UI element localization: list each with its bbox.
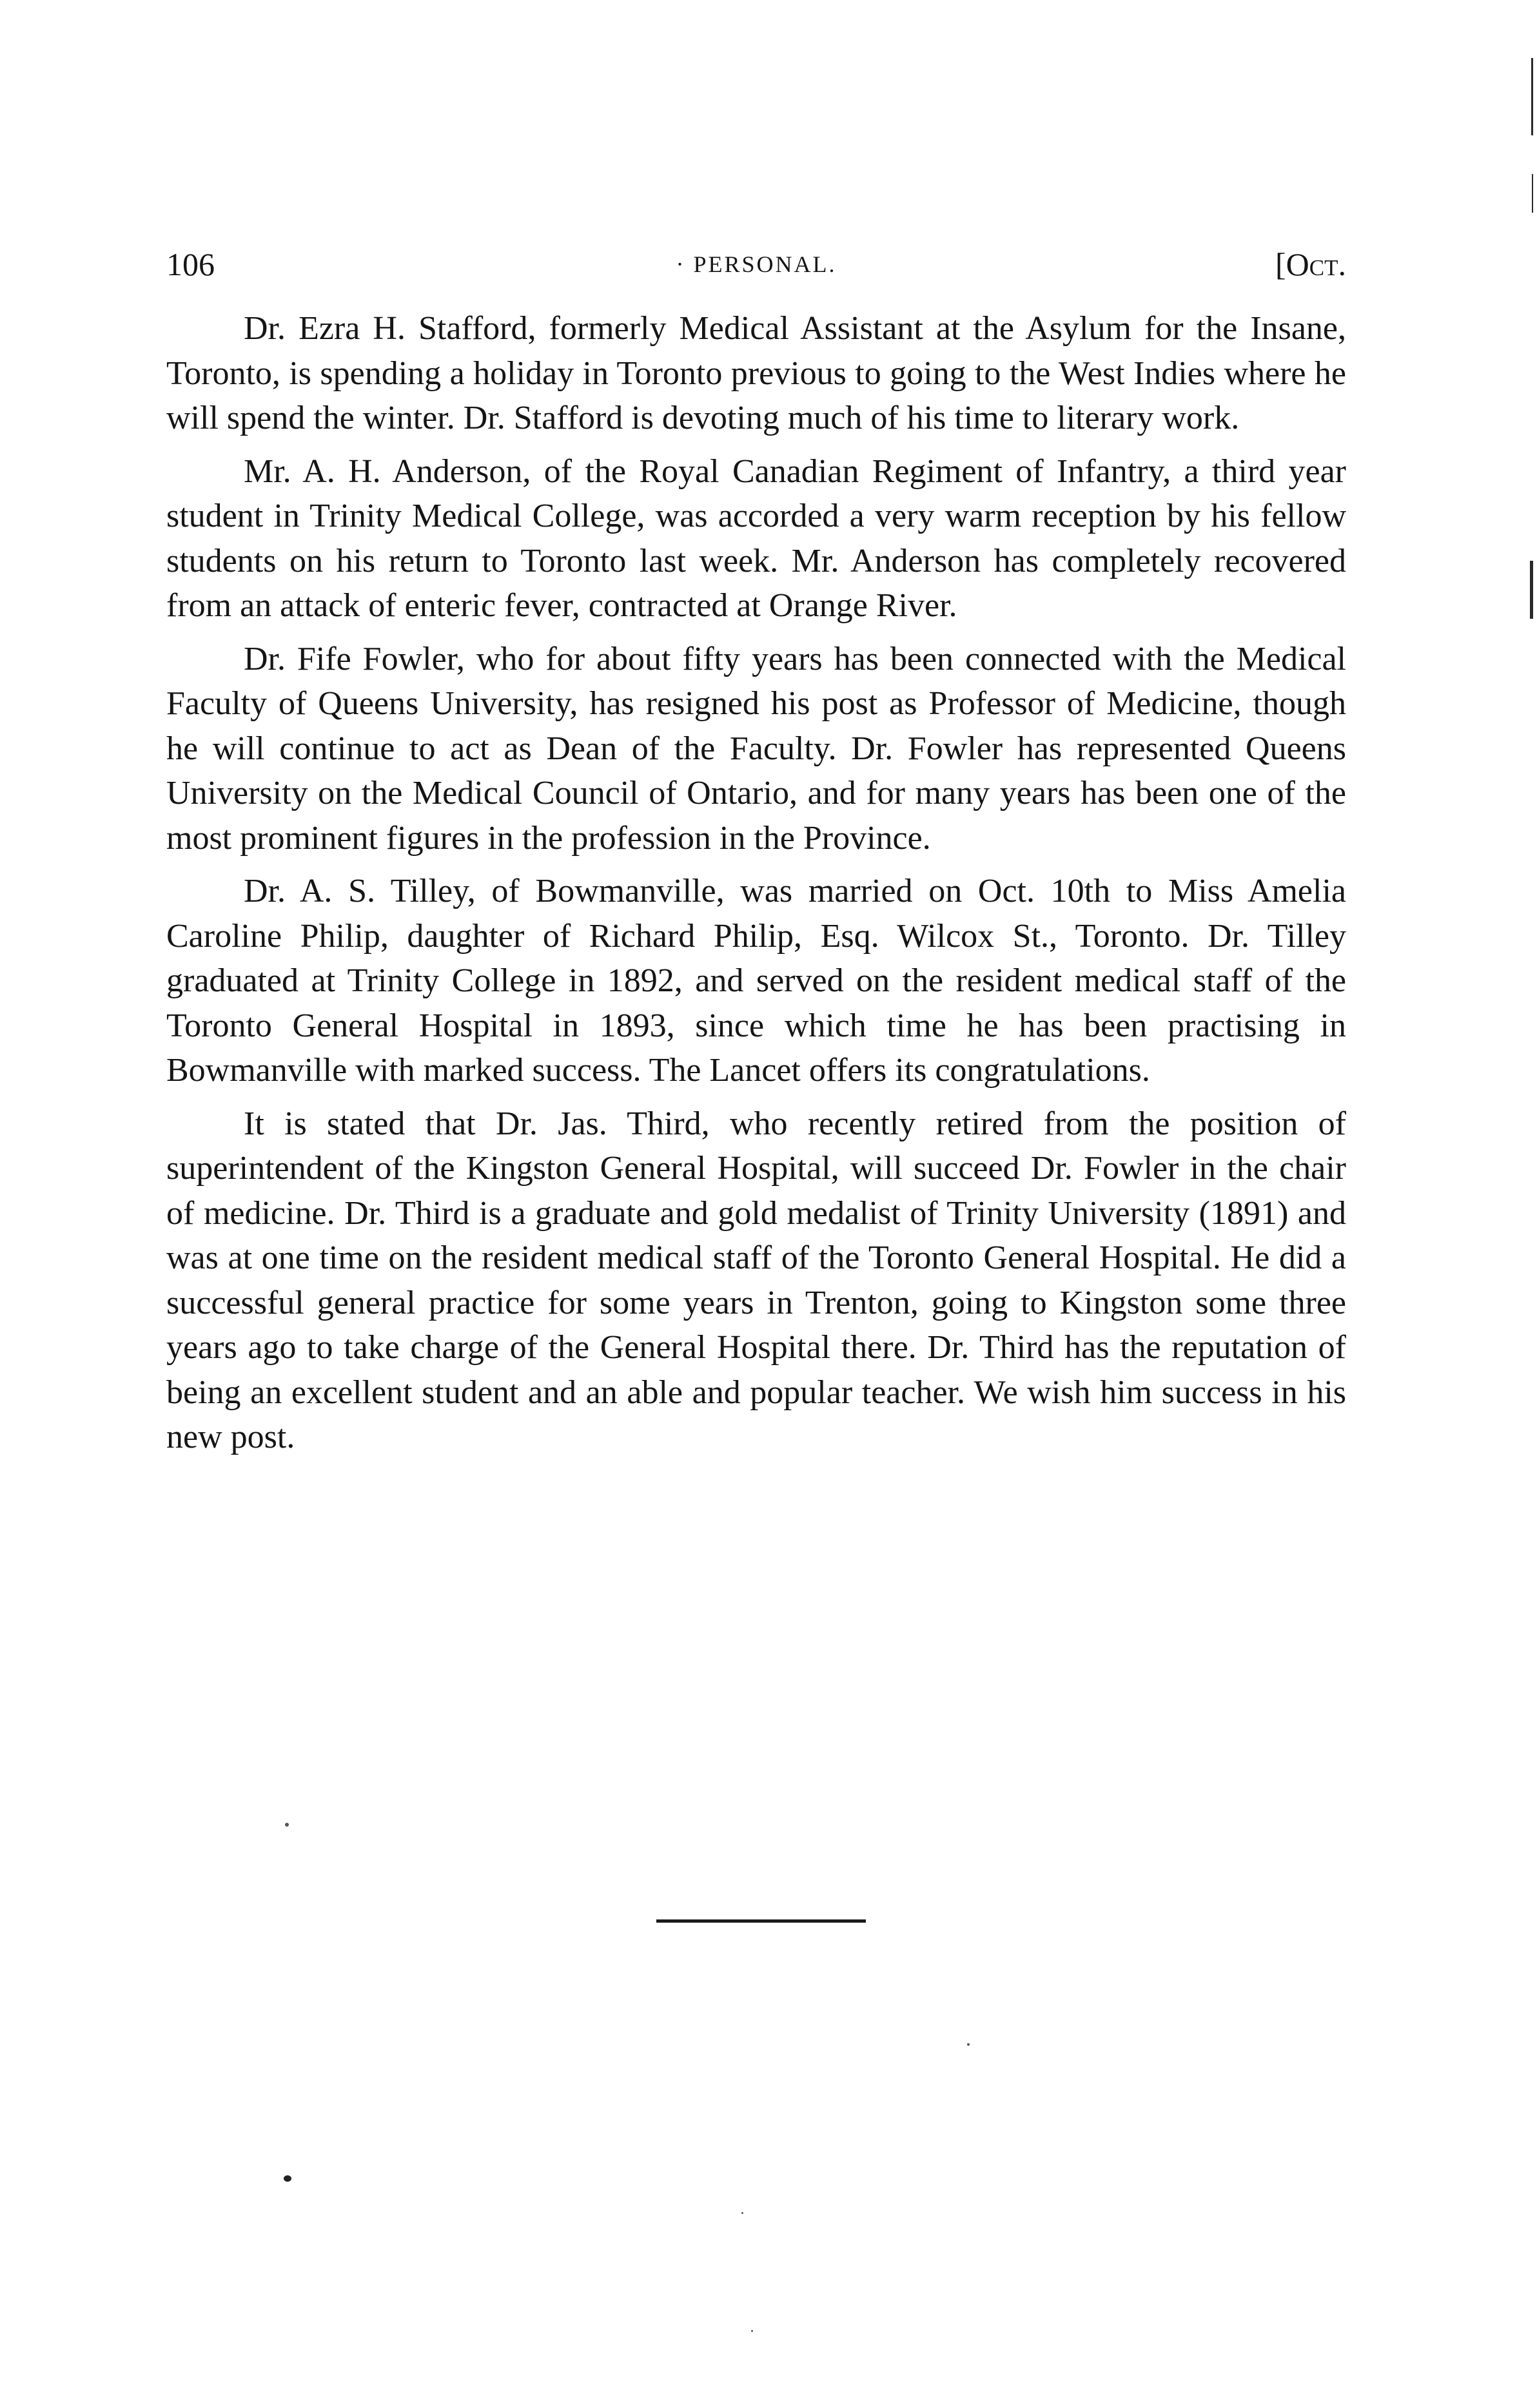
scan-edge-mark xyxy=(1530,561,1533,619)
paragraph-stafford: Dr. Ezra H. Stafford, formerly Medical Assistant at the Asylum for the Insane, Toronto, is spending a holiday in Toronto previous to going to the West Indies where he will spend the winter. Dr. Stafford is devoting much of his time to literary work. xyxy=(166,310,1346,436)
article-body xyxy=(166,306,1346,1468)
paragraph-tilley: Dr. A. S. Tilley, of Bowmanville, was married on Oct. 10th to Miss Amelia Caroline Philip, daughter of Richard Philip, Esq. Wilcox St., Toronto. Dr. Tilley graduated at Trinity College in 1892, and served on the resident medical staff of the Toronto General Hospital in 1893, since which time he has been practising in Bowmanville with marked success. The Lancet offers its congratulations. xyxy=(166,873,1346,1089)
scan-speck xyxy=(741,2212,743,2214)
scan-speck xyxy=(284,2175,291,2182)
paragraph-third: It is stated that Dr. Jas. Third, who recently retired from the position of superintendent of the Kingston General Hospital, will succeed Dr. Fowler in the chair of medicine. Dr. Third is a graduate and gold medalist of Trinity University (1891) and was at one time on the resident medical staff of the Toronto General Hospital. He did a successful general practice for some years in Trenton, going to Kingston some three years ago to take charge of the General Hospital there. Dr. Third has the reputation of being an excellent student and an able and popular teacher. We wish him success in his new post. xyxy=(166,1105,1346,1455)
scan-speck xyxy=(967,2043,970,2046)
scan-speck xyxy=(285,1823,289,1827)
paragraph-anderson: Mr. A. H. Anderson, of the Royal Canadian Regiment of Infantry, a third year student in Trinity Medical College, was accorded a very warm reception by his fellow students on his return to Toronto last week. Mr. Anderson has completely recovered from an attack of enteric fever, contracted at Orange River. xyxy=(166,452,1346,624)
header-month: [Oct. xyxy=(1275,246,1346,282)
section-divider-rule xyxy=(656,1919,866,1923)
page-header xyxy=(166,242,1346,287)
page-number: 106 xyxy=(166,246,215,282)
scan-edge-mark xyxy=(1531,58,1533,135)
scan-edge-mark xyxy=(1532,174,1533,213)
scan-speck xyxy=(751,2330,753,2332)
running-head: · PERSONAL. xyxy=(676,251,837,277)
paragraph-fowler: Dr. Fife Fowler, who for about fifty years has been connected with the Medical Faculty of Queens University, has resigned his post as Professor of Medicine, though he will continue to act as Dean of the Faculty. Dr. Fowler has represented Queens University on the Medical Council of Ontario, and for many years has been one of the most prominent figures in the profession in the Province. xyxy=(166,640,1346,857)
